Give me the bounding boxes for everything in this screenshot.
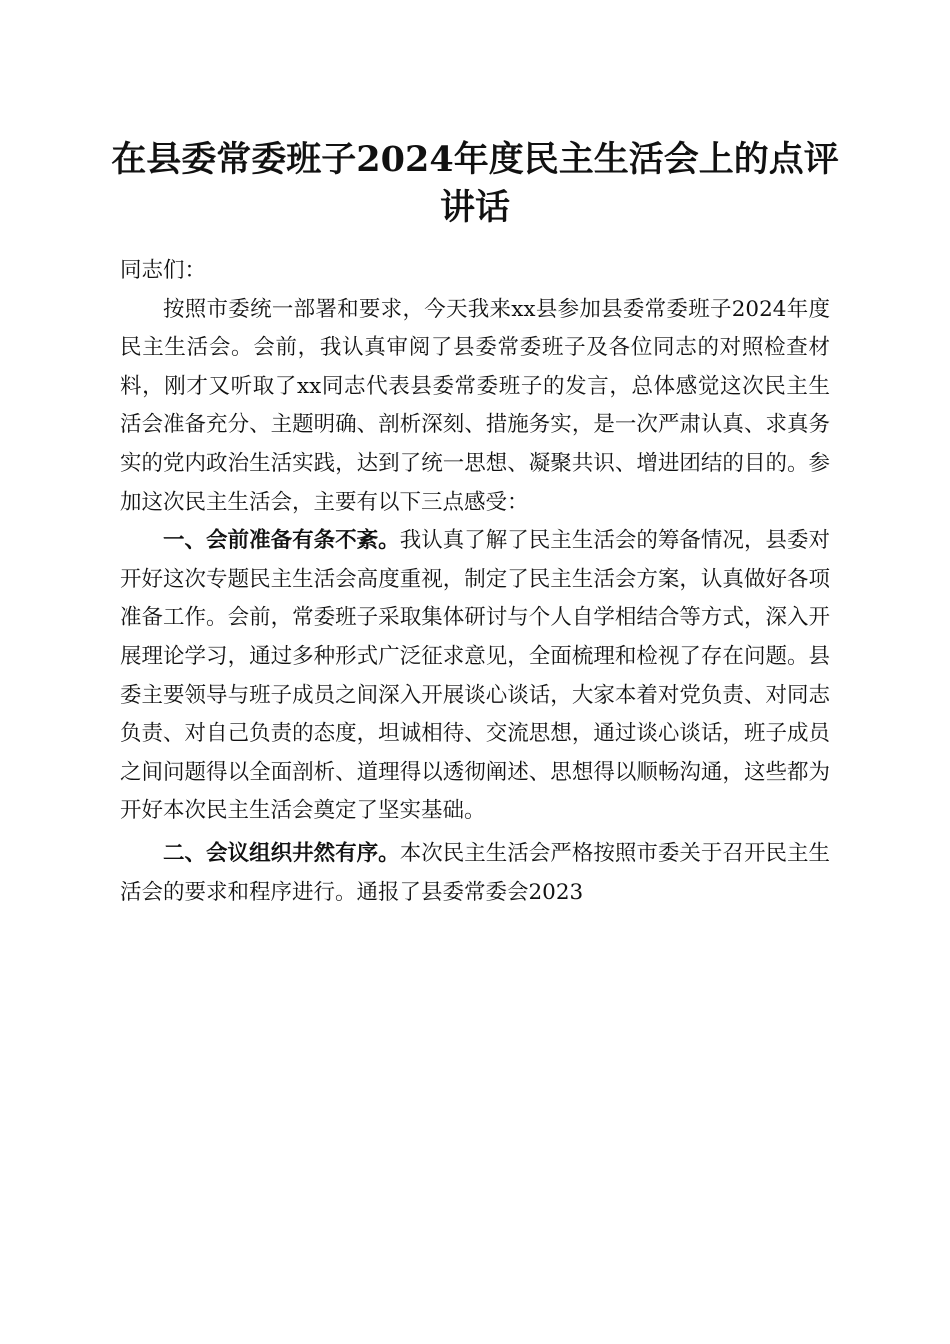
paragraph-text: 按照市委统一部署和要求，今天我来xx县参加县委常委班子2024年度民主生活会。会前，我认真审阅了县委常委班子及各位同志的对照检查材料，刚才又听取了xx同志代表县委常委班子的发言，总体感觉这次民主生活会准备充分、主题明确、剖析深刻、措施务实，是一次严肃认真、求真务实的党内政治生活实践，达到了统一思想、凝聚共识、增进团结的目的。参加这次民主生活会，主要有以下三点感受： <box>120 296 830 515</box>
paragraph-intro <box>120 291 830 523</box>
paragraph-section-2 <box>120 835 830 912</box>
salutation: 同志们： <box>120 258 207 283</box>
paragraph-text: 本次民主生活会严格按照市委关于召开民主生活会的要求和程序进行。通报了县委常委会2023 <box>120 840 830 905</box>
document-title: 在县委常委班子2024年度民主生活会上的点评讲话 <box>111 139 839 228</box>
paragraph-section-1 <box>120 522 830 831</box>
section-heading: 一、会前准备有条不紊。 <box>163 528 400 554</box>
document-body <box>120 252 830 912</box>
section-heading: 二、会议组织井然有序。 <box>163 840 400 866</box>
paragraph-text: 我认真了解了民主生活会的筹备情况，县委对开好这次专题民主生活会高度重视，制定了民主生活会方案，认真做好各项准备工作。会前，常委班子采取集体研讨与个人自学相结合等方式，深入开展理论学习，通过多种形式广泛征求意见，全面梳理和检视了存在问题。县委主要领导与班子成员之间深入开展谈心谈话，大家本着对党负责、对同志负责、对自己负责的态度，坦诚相待、交流思想，通过谈心谈话，班子成员之间问题得以全面剖析、道理得以透彻阐述、思想得以顺畅沟通，这些都为开好本次民主生活会奠定了坚实基础。 <box>120 528 830 824</box>
